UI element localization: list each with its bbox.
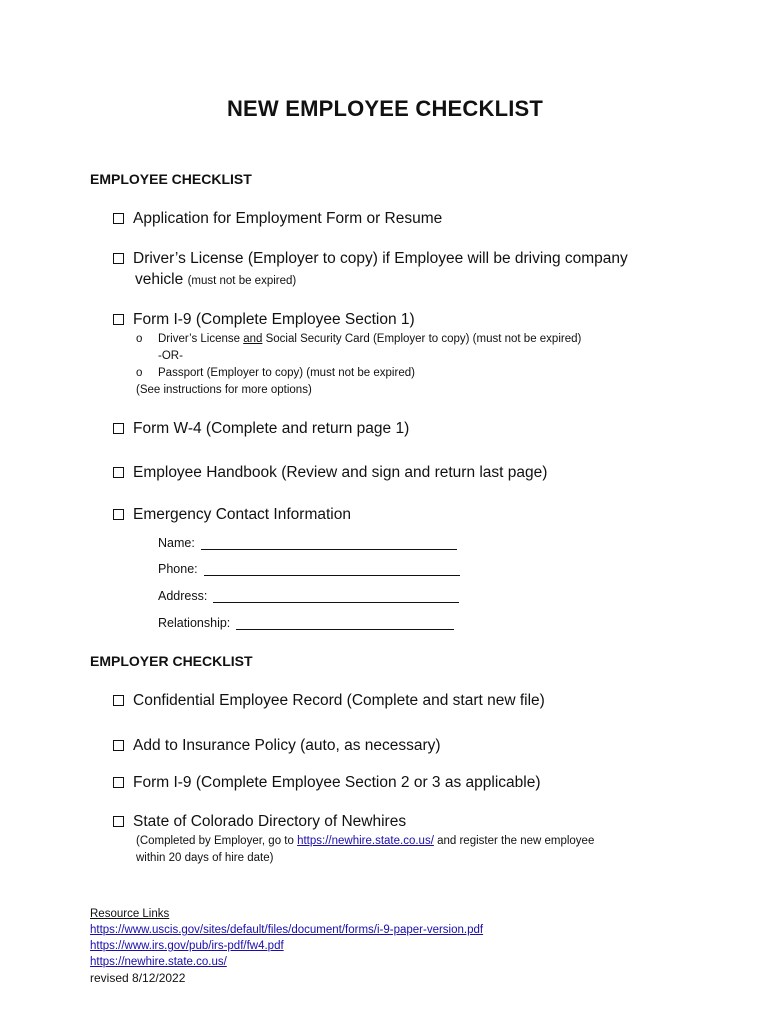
checklist-item-form-i9-employee: Form I-9 (Complete Employee Section 1) [113, 309, 673, 330]
resource-links-heading: Resource Links [90, 908, 170, 920]
field-relationship: Relationship: [158, 616, 454, 630]
field-name: Name: [158, 536, 457, 550]
checklist-item-newhires: State of Colorado Directory of Newhires [113, 811, 673, 832]
newhire-note: (Completed by Employer, go to https://newhire.state.co.us/ and register the new employee within 20 days of hire date) [136, 835, 595, 864]
checkbox-icon[interactable] [113, 253, 124, 264]
newhire-link[interactable]: https://newhire.state.co.us/ [297, 835, 434, 847]
checklist-item-drivers-license: Driver’s License (Employer to copy) if Employee will be driving company vehicle (must not be expired) [113, 248, 673, 292]
checkbox-icon[interactable] [113, 423, 124, 434]
i9-option-passport: o Passport (Employer to copy) (must not be expired) [136, 367, 415, 379]
checklist-item-handbook: Employee Handbook (Review and sign and return last page) [113, 462, 673, 483]
phone-input-line[interactable] [204, 562, 460, 576]
checkbox-icon[interactable] [113, 509, 124, 520]
field-address: Address: [158, 589, 459, 603]
checklist-item-insurance: Add to Insurance Policy (auto, as necessary) [113, 735, 673, 756]
checkbox-icon[interactable] [113, 213, 124, 224]
i9-or-separator: -OR- [158, 350, 183, 362]
checkbox-icon[interactable] [113, 314, 124, 325]
employer-checklist-heading: EMPLOYER CHECKLIST [90, 653, 253, 669]
checklist-item-emergency-contact: Emergency Contact Information [113, 504, 673, 525]
page-title: NEW EMPLOYEE CHECKLIST [226, 96, 544, 121]
checklist-item-application: Application for Employment Form or Resume [113, 208, 673, 229]
checklist-item-form-w4: Form W-4 (Complete and return page 1) [113, 418, 673, 439]
resource-link-uscis[interactable]: https://www.uscis.gov/sites/default/files/document/forms/i-9-paper-version.pdf [90, 924, 484, 936]
checkbox-icon[interactable] [113, 695, 124, 706]
checkbox-icon[interactable] [113, 816, 124, 827]
resource-link-irs[interactable]: https://www.irs.gov/pub/irs-pdf/fw4.pdf [90, 940, 284, 952]
address-input-line[interactable] [213, 589, 459, 603]
checkbox-icon[interactable] [113, 740, 124, 751]
i9-option-drivers-license: o Driver’s License and Social Security Card (Employer to copy) (must not be expired) [136, 333, 582, 345]
resource-link-newhire[interactable]: https://newhire.state.co.us/ [90, 956, 227, 968]
field-phone: Phone: [158, 562, 460, 576]
checklist-item-form-i9-employer: Form I-9 (Complete Employee Section 2 or 3 as applicable) [113, 772, 673, 793]
checkbox-icon[interactable] [113, 777, 124, 788]
i9-instructions-note: (See instructions for more options) [136, 384, 312, 396]
relationship-input-line[interactable] [236, 616, 454, 630]
name-input-line[interactable] [201, 536, 457, 550]
employee-checklist-heading: EMPLOYEE CHECKLIST [90, 171, 252, 187]
i9-options [136, 331, 696, 399]
checkbox-icon[interactable] [113, 467, 124, 478]
resource-links [90, 906, 483, 986]
revised-date: revised 8/12/2022 [90, 971, 186, 985]
checklist-item-confidential-record: Confidential Employee Record (Complete and start new file) [113, 690, 673, 711]
